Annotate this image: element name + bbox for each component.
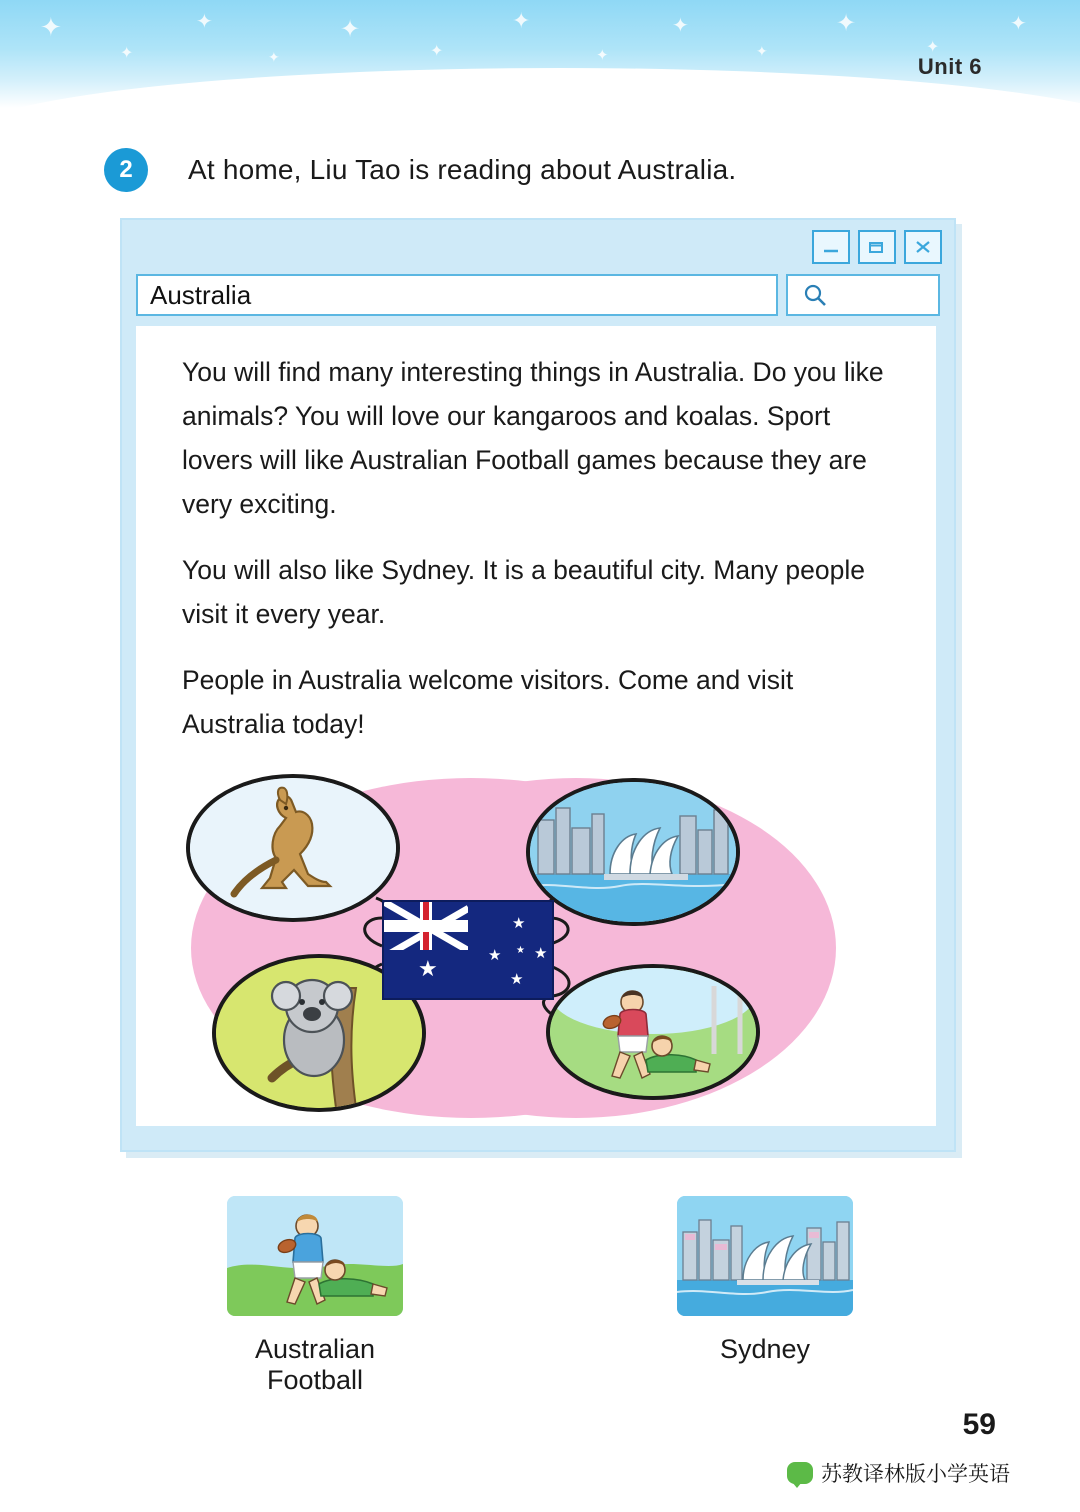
url-input[interactable]: Australia — [136, 274, 778, 316]
star-icon: ✦ — [596, 47, 609, 64]
flag-star-icon: ★ — [510, 971, 524, 988]
address-bar — [136, 274, 940, 316]
sydney-thumbnail — [677, 1196, 853, 1316]
card-caption: Australian Football — [254, 1334, 376, 1395]
star-icon: ✦ — [120, 45, 134, 62]
close-icon[interactable] — [904, 230, 942, 264]
commonwealth-star-icon: ★ — [418, 956, 438, 981]
card-sydney — [655, 1196, 875, 1396]
star-icon: ✦ — [340, 16, 361, 43]
kangaroo-image — [186, 774, 400, 922]
australia-illustration — [186, 768, 886, 1128]
minimize-icon[interactable] — [812, 230, 850, 264]
card-australian-football — [205, 1196, 425, 1396]
activity-number: 2 — [104, 148, 148, 192]
australian-football-thumbnail — [227, 1196, 403, 1316]
unit-label: Unit 6 — [917, 54, 982, 79]
star-icon: ✦ — [268, 49, 280, 65]
web-page-content — [136, 326, 936, 1126]
star-icon: ✦ — [430, 43, 444, 60]
star-icon: ✦ — [756, 43, 768, 59]
footer-brand — [787, 1458, 1010, 1488]
flag-star-icon: ★ — [512, 915, 526, 932]
star-icon: ✦ — [196, 11, 213, 33]
activity-instruction: At home, Liu Tao is reading about Australia. — [188, 154, 737, 185]
page-number: 59 — [962, 1408, 996, 1441]
australian-flag — [382, 900, 554, 1000]
search-input[interactable] — [786, 274, 940, 316]
browser-window — [120, 218, 956, 1152]
union-jack-canton — [384, 902, 468, 950]
picture-card-row — [0, 1196, 1080, 1396]
wechat-icon — [787, 1462, 813, 1484]
star-icon: ✦ — [672, 15, 689, 37]
paragraph-2: You will also like Sydney. It is a beautiful city. Many people visit it every year. — [182, 555, 865, 629]
restore-icon[interactable] — [858, 230, 896, 264]
star-icon: ✦ — [926, 39, 940, 56]
search-icon — [802, 282, 828, 308]
paragraph-3: People in Australia welcome visitors. Come and visit Australia today! — [182, 665, 794, 739]
footer-brand-label: 苏教译林版小学英语 — [821, 1463, 1010, 1486]
flag-star-icon: ★ — [516, 945, 525, 956]
card-caption: Sydney — [719, 1334, 811, 1364]
activity-heading — [104, 148, 736, 192]
decorative-top-banner — [0, 0, 1080, 108]
star-icon: ✦ — [836, 10, 857, 37]
window-controls — [812, 230, 942, 264]
star-icon: ✦ — [1010, 13, 1027, 35]
paragraph-1: You will find many interesting things in Australia. Do you like animals? You will love our kangaroos and koalas. Sport lovers will like Australian Football games because they are very exciting. — [182, 357, 884, 519]
sydney-opera-house-image — [526, 778, 740, 926]
star-icon: ✦ — [40, 12, 62, 42]
flag-star-icon: ★ — [488, 947, 502, 964]
australian-football-image — [546, 964, 760, 1100]
star-icon: ✦ — [512, 8, 531, 33]
flag-star-icon: ★ — [534, 945, 548, 962]
